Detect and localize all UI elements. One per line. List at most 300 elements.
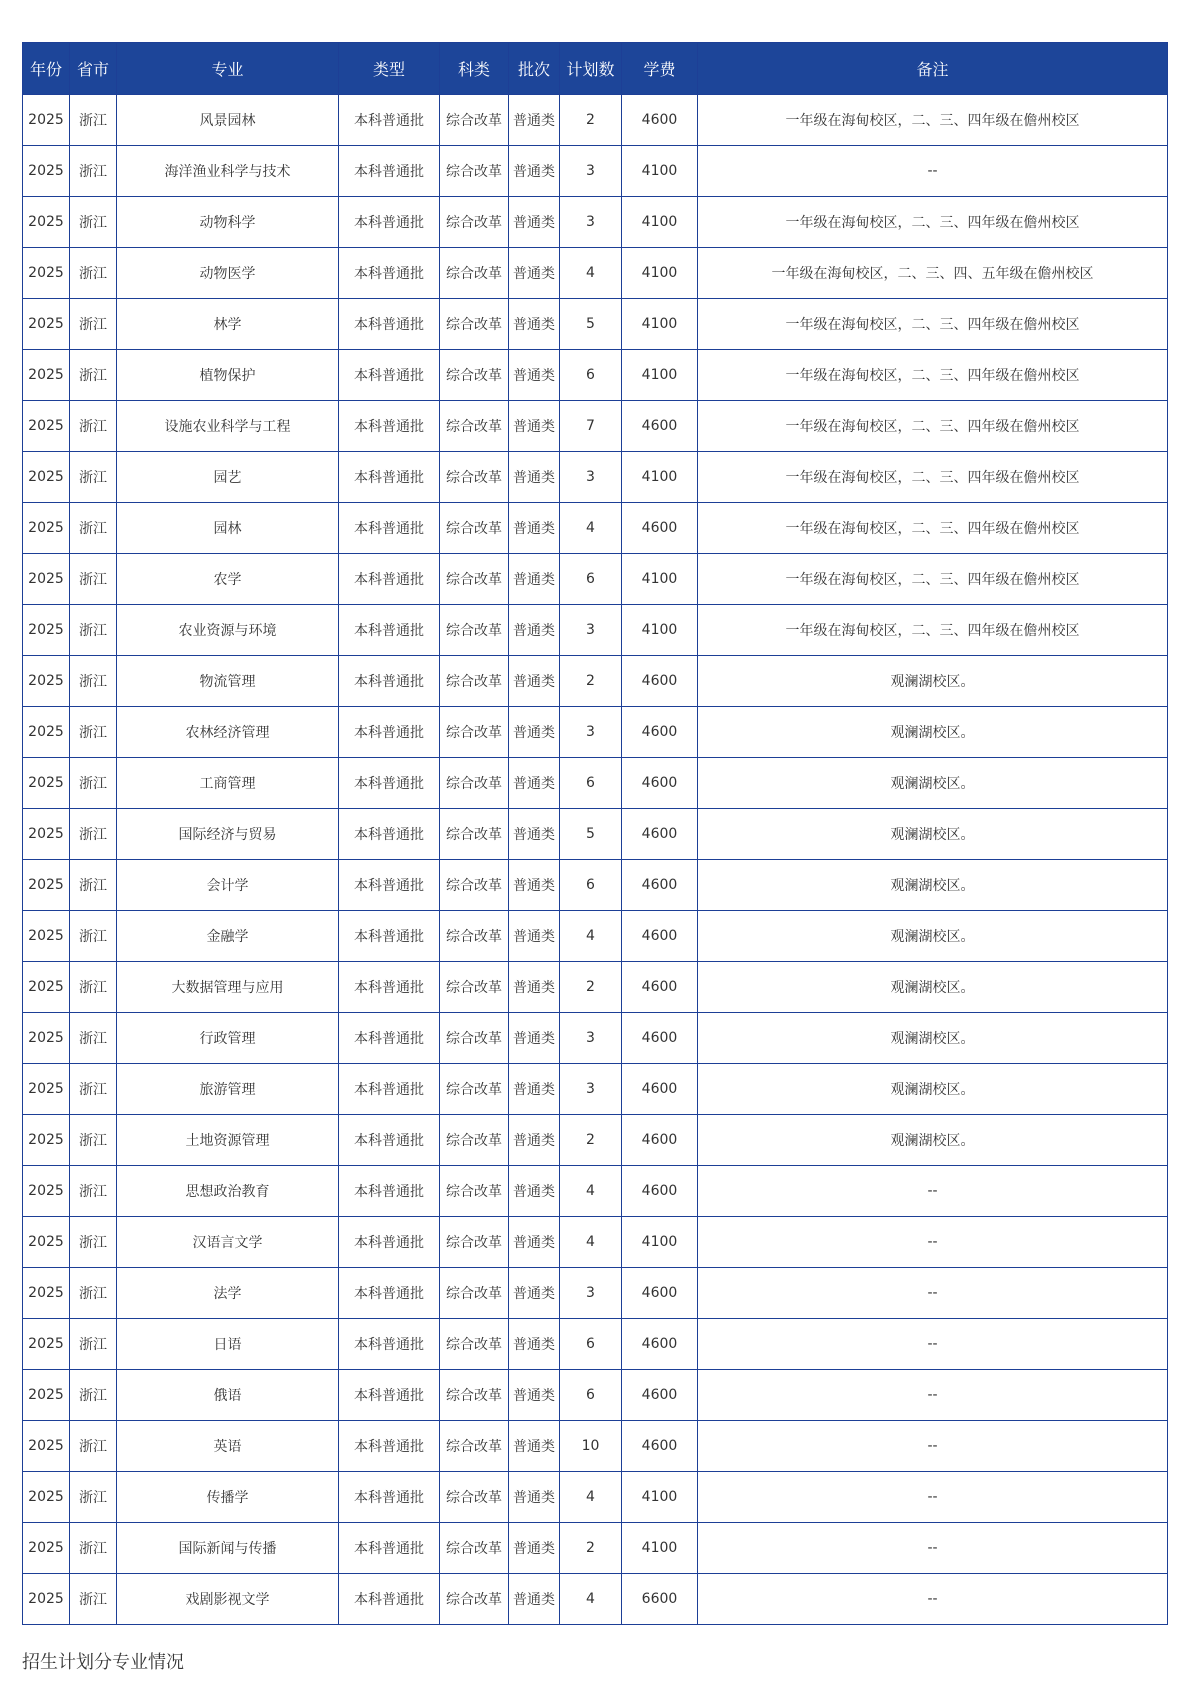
cell-year: 2025 bbox=[23, 1421, 70, 1472]
cell-type: 本科普通批 bbox=[339, 1472, 440, 1523]
cell-province: 浙江 bbox=[70, 95, 117, 146]
cell-subject-category: 综合改革 bbox=[440, 197, 509, 248]
cell-batch: 普通类 bbox=[509, 401, 560, 452]
cell-major: 国际经济与贸易 bbox=[117, 809, 339, 860]
cell-remarks: 观澜湖校区。 bbox=[698, 656, 1168, 707]
cell-remarks: 观澜湖校区。 bbox=[698, 860, 1168, 911]
cell-year: 2025 bbox=[23, 1574, 70, 1625]
cell-batch: 普通类 bbox=[509, 248, 560, 299]
cell-batch: 普通类 bbox=[509, 350, 560, 401]
cell-remarks: -- bbox=[698, 1421, 1168, 1472]
cell-tuition: 4600 bbox=[622, 1166, 698, 1217]
cell-province: 浙江 bbox=[70, 1574, 117, 1625]
cell-tuition: 4600 bbox=[622, 656, 698, 707]
cell-batch: 普通类 bbox=[509, 1217, 560, 1268]
table-caption: 招生计划分专业情况 bbox=[22, 1652, 184, 1673]
cell-major: 风景园林 bbox=[117, 95, 339, 146]
table-row bbox=[23, 1472, 1168, 1523]
cell-plan-count: 4 bbox=[560, 1472, 622, 1523]
cell-type: 本科普通批 bbox=[339, 95, 440, 146]
cell-plan-count: 3 bbox=[560, 1268, 622, 1319]
cell-batch: 普通类 bbox=[509, 605, 560, 656]
cell-major: 法学 bbox=[117, 1268, 339, 1319]
cell-tuition: 4600 bbox=[622, 860, 698, 911]
cell-type: 本科普通批 bbox=[339, 1064, 440, 1115]
table-row bbox=[23, 1523, 1168, 1574]
cell-remarks: 一年级在海甸校区，二、三、四年级在儋州校区 bbox=[698, 350, 1168, 401]
cell-type: 本科普通批 bbox=[339, 605, 440, 656]
cell-batch: 普通类 bbox=[509, 1472, 560, 1523]
cell-batch: 普通类 bbox=[509, 452, 560, 503]
cell-tuition: 4600 bbox=[622, 809, 698, 860]
cell-major: 传播学 bbox=[117, 1472, 339, 1523]
cell-province: 浙江 bbox=[70, 197, 117, 248]
cell-batch: 普通类 bbox=[509, 1370, 560, 1421]
cell-tuition: 4100 bbox=[622, 197, 698, 248]
cell-plan-count: 4 bbox=[560, 1217, 622, 1268]
cell-subject-category: 综合改革 bbox=[440, 1115, 509, 1166]
cell-plan-count: 5 bbox=[560, 809, 622, 860]
cell-tuition: 4100 bbox=[622, 1523, 698, 1574]
cell-remarks: 一年级在海甸校区，二、三、四年级在儋州校区 bbox=[698, 554, 1168, 605]
cell-plan-count: 6 bbox=[560, 350, 622, 401]
cell-tuition: 4100 bbox=[622, 452, 698, 503]
table-row bbox=[23, 605, 1168, 656]
header-plan-count: 计划数 bbox=[560, 43, 622, 95]
cell-year: 2025 bbox=[23, 452, 70, 503]
table-row bbox=[23, 1115, 1168, 1166]
cell-batch: 普通类 bbox=[509, 758, 560, 809]
cell-subject-category: 综合改革 bbox=[440, 1472, 509, 1523]
cell-remarks: 观澜湖校区。 bbox=[698, 707, 1168, 758]
cell-type: 本科普通批 bbox=[339, 809, 440, 860]
table-row bbox=[23, 758, 1168, 809]
cell-tuition: 4100 bbox=[622, 248, 698, 299]
cell-tuition: 6600 bbox=[622, 1574, 698, 1625]
header-province: 省市 bbox=[70, 43, 117, 95]
cell-tuition: 4100 bbox=[622, 1217, 698, 1268]
cell-province: 浙江 bbox=[70, 860, 117, 911]
cell-province: 浙江 bbox=[70, 554, 117, 605]
cell-remarks: 观澜湖校区。 bbox=[698, 1013, 1168, 1064]
cell-year: 2025 bbox=[23, 1217, 70, 1268]
cell-subject-category: 综合改革 bbox=[440, 503, 509, 554]
cell-remarks: 观澜湖校区。 bbox=[698, 911, 1168, 962]
cell-batch: 普通类 bbox=[509, 1523, 560, 1574]
cell-batch: 普通类 bbox=[509, 1319, 560, 1370]
cell-subject-category: 综合改革 bbox=[440, 554, 509, 605]
cell-type: 本科普通批 bbox=[339, 299, 440, 350]
cell-type: 本科普通批 bbox=[339, 401, 440, 452]
cell-tuition: 4600 bbox=[622, 1064, 698, 1115]
cell-type: 本科普通批 bbox=[339, 1268, 440, 1319]
cell-subject-category: 综合改革 bbox=[440, 452, 509, 503]
cell-plan-count: 2 bbox=[560, 656, 622, 707]
table-row bbox=[23, 299, 1168, 350]
table-row bbox=[23, 350, 1168, 401]
cell-year: 2025 bbox=[23, 809, 70, 860]
cell-year: 2025 bbox=[23, 1370, 70, 1421]
cell-major: 设施农业科学与工程 bbox=[117, 401, 339, 452]
cell-plan-count: 2 bbox=[560, 95, 622, 146]
cell-plan-count: 4 bbox=[560, 1166, 622, 1217]
table-row bbox=[23, 1370, 1168, 1421]
cell-year: 2025 bbox=[23, 911, 70, 962]
cell-province: 浙江 bbox=[70, 911, 117, 962]
cell-remarks: 观澜湖校区。 bbox=[698, 962, 1168, 1013]
cell-remarks: 观澜湖校区。 bbox=[698, 1115, 1168, 1166]
cell-batch: 普通类 bbox=[509, 146, 560, 197]
cell-type: 本科普通批 bbox=[339, 707, 440, 758]
cell-plan-count: 6 bbox=[560, 1319, 622, 1370]
table-row bbox=[23, 248, 1168, 299]
cell-remarks: 观澜湖校区。 bbox=[698, 1064, 1168, 1115]
cell-subject-category: 综合改革 bbox=[440, 911, 509, 962]
table-row bbox=[23, 1013, 1168, 1064]
cell-year: 2025 bbox=[23, 146, 70, 197]
cell-batch: 普通类 bbox=[509, 1013, 560, 1064]
cell-major: 土地资源管理 bbox=[117, 1115, 339, 1166]
cell-remarks: -- bbox=[698, 1268, 1168, 1319]
table-row bbox=[23, 1166, 1168, 1217]
cell-province: 浙江 bbox=[70, 299, 117, 350]
cell-subject-category: 综合改革 bbox=[440, 146, 509, 197]
cell-major: 会计学 bbox=[117, 860, 339, 911]
cell-province: 浙江 bbox=[70, 1013, 117, 1064]
cell-major: 农业资源与环境 bbox=[117, 605, 339, 656]
cell-remarks: 一年级在海甸校区，二、三、四年级在儋州校区 bbox=[698, 503, 1168, 554]
cell-batch: 普通类 bbox=[509, 1268, 560, 1319]
cell-plan-count: 3 bbox=[560, 1013, 622, 1064]
cell-remarks: 一年级在海甸校区，二、三、四、五年级在儋州校区 bbox=[698, 248, 1168, 299]
cell-tuition: 4600 bbox=[622, 95, 698, 146]
table-row bbox=[23, 707, 1168, 758]
cell-year: 2025 bbox=[23, 1064, 70, 1115]
cell-major: 工商管理 bbox=[117, 758, 339, 809]
cell-remarks: -- bbox=[698, 1574, 1168, 1625]
cell-province: 浙江 bbox=[70, 758, 117, 809]
cell-remarks: 一年级在海甸校区，二、三、四年级在儋州校区 bbox=[698, 452, 1168, 503]
table-row bbox=[23, 1574, 1168, 1625]
header-row bbox=[23, 43, 1168, 95]
plan-table-wrapper bbox=[22, 42, 1167, 1625]
cell-plan-count: 3 bbox=[560, 605, 622, 656]
cell-remarks: -- bbox=[698, 1166, 1168, 1217]
cell-remarks: -- bbox=[698, 1472, 1168, 1523]
cell-batch: 普通类 bbox=[509, 911, 560, 962]
cell-tuition: 4600 bbox=[622, 911, 698, 962]
table-row bbox=[23, 554, 1168, 605]
cell-year: 2025 bbox=[23, 554, 70, 605]
cell-year: 2025 bbox=[23, 758, 70, 809]
cell-major: 金融学 bbox=[117, 911, 339, 962]
cell-plan-count: 10 bbox=[560, 1421, 622, 1472]
cell-major: 日语 bbox=[117, 1319, 339, 1370]
cell-batch: 普通类 bbox=[509, 1166, 560, 1217]
cell-year: 2025 bbox=[23, 503, 70, 554]
cell-tuition: 4100 bbox=[622, 146, 698, 197]
cell-year: 2025 bbox=[23, 197, 70, 248]
cell-subject-category: 综合改革 bbox=[440, 962, 509, 1013]
cell-plan-count: 3 bbox=[560, 197, 622, 248]
cell-plan-count: 4 bbox=[560, 911, 622, 962]
cell-batch: 普通类 bbox=[509, 809, 560, 860]
cell-plan-count: 6 bbox=[560, 860, 622, 911]
cell-major: 行政管理 bbox=[117, 1013, 339, 1064]
cell-year: 2025 bbox=[23, 707, 70, 758]
cell-type: 本科普通批 bbox=[339, 554, 440, 605]
cell-batch: 普通类 bbox=[509, 95, 560, 146]
cell-plan-count: 7 bbox=[560, 401, 622, 452]
cell-batch: 普通类 bbox=[509, 299, 560, 350]
cell-subject-category: 综合改革 bbox=[440, 809, 509, 860]
cell-type: 本科普通批 bbox=[339, 1319, 440, 1370]
cell-tuition: 4600 bbox=[622, 1319, 698, 1370]
cell-batch: 普通类 bbox=[509, 197, 560, 248]
table-row bbox=[23, 1421, 1168, 1472]
cell-province: 浙江 bbox=[70, 248, 117, 299]
cell-province: 浙江 bbox=[70, 1268, 117, 1319]
cell-major: 俄语 bbox=[117, 1370, 339, 1421]
cell-type: 本科普通批 bbox=[339, 503, 440, 554]
cell-major: 国际新闻与传播 bbox=[117, 1523, 339, 1574]
cell-subject-category: 综合改革 bbox=[440, 1523, 509, 1574]
admission-plan-table bbox=[22, 42, 1168, 1625]
cell-major: 动物科学 bbox=[117, 197, 339, 248]
cell-remarks: -- bbox=[698, 1523, 1168, 1574]
cell-year: 2025 bbox=[23, 1115, 70, 1166]
cell-year: 2025 bbox=[23, 1166, 70, 1217]
cell-type: 本科普通批 bbox=[339, 1013, 440, 1064]
cell-province: 浙江 bbox=[70, 452, 117, 503]
cell-remarks: -- bbox=[698, 146, 1168, 197]
cell-province: 浙江 bbox=[70, 1472, 117, 1523]
cell-year: 2025 bbox=[23, 1013, 70, 1064]
cell-plan-count: 5 bbox=[560, 299, 622, 350]
cell-major: 大数据管理与应用 bbox=[117, 962, 339, 1013]
table-row bbox=[23, 911, 1168, 962]
cell-remarks: 一年级在海甸校区，二、三、四年级在儋州校区 bbox=[698, 401, 1168, 452]
cell-province: 浙江 bbox=[70, 146, 117, 197]
cell-province: 浙江 bbox=[70, 1319, 117, 1370]
cell-province: 浙江 bbox=[70, 1421, 117, 1472]
cell-year: 2025 bbox=[23, 299, 70, 350]
cell-type: 本科普通批 bbox=[339, 1574, 440, 1625]
cell-subject-category: 综合改革 bbox=[440, 350, 509, 401]
cell-remarks: -- bbox=[698, 1370, 1168, 1421]
cell-year: 2025 bbox=[23, 656, 70, 707]
cell-type: 本科普通批 bbox=[339, 656, 440, 707]
cell-type: 本科普通批 bbox=[339, 248, 440, 299]
cell-year: 2025 bbox=[23, 860, 70, 911]
cell-tuition: 4600 bbox=[622, 1421, 698, 1472]
cell-province: 浙江 bbox=[70, 1370, 117, 1421]
cell-type: 本科普通批 bbox=[339, 962, 440, 1013]
cell-major: 物流管理 bbox=[117, 656, 339, 707]
table-row bbox=[23, 146, 1168, 197]
cell-subject-category: 综合改革 bbox=[440, 1574, 509, 1625]
cell-batch: 普通类 bbox=[509, 1115, 560, 1166]
cell-tuition: 4600 bbox=[622, 1115, 698, 1166]
table-row bbox=[23, 197, 1168, 248]
cell-tuition: 4600 bbox=[622, 962, 698, 1013]
table-row bbox=[23, 1268, 1168, 1319]
cell-year: 2025 bbox=[23, 1472, 70, 1523]
cell-type: 本科普通批 bbox=[339, 146, 440, 197]
cell-tuition: 4600 bbox=[622, 1013, 698, 1064]
cell-plan-count: 3 bbox=[560, 452, 622, 503]
cell-tuition: 4100 bbox=[622, 605, 698, 656]
cell-major: 园艺 bbox=[117, 452, 339, 503]
cell-batch: 普通类 bbox=[509, 503, 560, 554]
table-row bbox=[23, 401, 1168, 452]
cell-tuition: 4100 bbox=[622, 1472, 698, 1523]
table-row bbox=[23, 962, 1168, 1013]
cell-plan-count: 3 bbox=[560, 146, 622, 197]
table-row bbox=[23, 452, 1168, 503]
cell-plan-count: 2 bbox=[560, 1115, 622, 1166]
header-major: 专业 bbox=[117, 43, 339, 95]
table-row bbox=[23, 656, 1168, 707]
cell-province: 浙江 bbox=[70, 1166, 117, 1217]
table-header bbox=[23, 43, 1168, 95]
cell-type: 本科普通批 bbox=[339, 1166, 440, 1217]
cell-subject-category: 综合改革 bbox=[440, 95, 509, 146]
header-year: 年份 bbox=[23, 43, 70, 95]
table-row bbox=[23, 503, 1168, 554]
cell-batch: 普通类 bbox=[509, 707, 560, 758]
cell-tuition: 4600 bbox=[622, 1268, 698, 1319]
cell-subject-category: 综合改革 bbox=[440, 656, 509, 707]
cell-year: 2025 bbox=[23, 248, 70, 299]
cell-plan-count: 2 bbox=[560, 1523, 622, 1574]
cell-province: 浙江 bbox=[70, 962, 117, 1013]
cell-province: 浙江 bbox=[70, 656, 117, 707]
cell-remarks: 一年级在海甸校区，二、三、四年级在儋州校区 bbox=[698, 299, 1168, 350]
cell-remarks: 观澜湖校区。 bbox=[698, 758, 1168, 809]
table-row bbox=[23, 95, 1168, 146]
table-body bbox=[23, 95, 1168, 1625]
cell-tuition: 4600 bbox=[622, 1370, 698, 1421]
cell-type: 本科普通批 bbox=[339, 452, 440, 503]
cell-subject-category: 综合改革 bbox=[440, 758, 509, 809]
cell-province: 浙江 bbox=[70, 1217, 117, 1268]
header-tuition: 学费 bbox=[622, 43, 698, 95]
cell-type: 本科普通批 bbox=[339, 758, 440, 809]
cell-tuition: 4100 bbox=[622, 350, 698, 401]
cell-type: 本科普通批 bbox=[339, 1523, 440, 1574]
cell-batch: 普通类 bbox=[509, 656, 560, 707]
cell-plan-count: 3 bbox=[560, 1064, 622, 1115]
cell-plan-count: 4 bbox=[560, 248, 622, 299]
cell-major: 植物保护 bbox=[117, 350, 339, 401]
cell-subject-category: 综合改革 bbox=[440, 1421, 509, 1472]
cell-province: 浙江 bbox=[70, 707, 117, 758]
cell-year: 2025 bbox=[23, 350, 70, 401]
cell-year: 2025 bbox=[23, 962, 70, 1013]
cell-plan-count: 4 bbox=[560, 1574, 622, 1625]
cell-province: 浙江 bbox=[70, 809, 117, 860]
cell-batch: 普通类 bbox=[509, 860, 560, 911]
cell-type: 本科普通批 bbox=[339, 350, 440, 401]
cell-year: 2025 bbox=[23, 1319, 70, 1370]
cell-batch: 普通类 bbox=[509, 554, 560, 605]
cell-major: 海洋渔业科学与技术 bbox=[117, 146, 339, 197]
cell-remarks: 一年级在海甸校区，二、三、四年级在儋州校区 bbox=[698, 197, 1168, 248]
cell-tuition: 4100 bbox=[622, 554, 698, 605]
cell-tuition: 4600 bbox=[622, 758, 698, 809]
cell-major: 林学 bbox=[117, 299, 339, 350]
header-remarks: 备注 bbox=[698, 43, 1168, 95]
cell-major: 旅游管理 bbox=[117, 1064, 339, 1115]
cell-remarks: 观澜湖校区。 bbox=[698, 809, 1168, 860]
table-row bbox=[23, 1064, 1168, 1115]
cell-year: 2025 bbox=[23, 1523, 70, 1574]
cell-major: 思想政治教育 bbox=[117, 1166, 339, 1217]
cell-tuition: 4600 bbox=[622, 401, 698, 452]
cell-tuition: 4100 bbox=[622, 299, 698, 350]
cell-major: 农林经济管理 bbox=[117, 707, 339, 758]
cell-subject-category: 综合改革 bbox=[440, 1013, 509, 1064]
cell-year: 2025 bbox=[23, 605, 70, 656]
table-row bbox=[23, 860, 1168, 911]
cell-plan-count: 2 bbox=[560, 962, 622, 1013]
cell-subject-category: 综合改革 bbox=[440, 1370, 509, 1421]
cell-major: 戏剧影视文学 bbox=[117, 1574, 339, 1625]
cell-remarks: 一年级在海甸校区，二、三、四年级在儋州校区 bbox=[698, 95, 1168, 146]
header-subject-category: 科类 bbox=[440, 43, 509, 95]
cell-major: 园林 bbox=[117, 503, 339, 554]
cell-type: 本科普通批 bbox=[339, 1421, 440, 1472]
cell-subject-category: 综合改革 bbox=[440, 1319, 509, 1370]
cell-major: 英语 bbox=[117, 1421, 339, 1472]
cell-province: 浙江 bbox=[70, 503, 117, 554]
cell-major: 农学 bbox=[117, 554, 339, 605]
cell-subject-category: 综合改革 bbox=[440, 401, 509, 452]
cell-batch: 普通类 bbox=[509, 1064, 560, 1115]
cell-subject-category: 综合改革 bbox=[440, 299, 509, 350]
cell-plan-count: 6 bbox=[560, 758, 622, 809]
cell-type: 本科普通批 bbox=[339, 197, 440, 248]
cell-year: 2025 bbox=[23, 401, 70, 452]
header-batch: 批次 bbox=[509, 43, 560, 95]
cell-major: 动物医学 bbox=[117, 248, 339, 299]
cell-plan-count: 6 bbox=[560, 554, 622, 605]
cell-batch: 普通类 bbox=[509, 1421, 560, 1472]
cell-plan-count: 3 bbox=[560, 707, 622, 758]
table-row bbox=[23, 1319, 1168, 1370]
cell-province: 浙江 bbox=[70, 1523, 117, 1574]
cell-type: 本科普通批 bbox=[339, 1115, 440, 1166]
cell-year: 2025 bbox=[23, 95, 70, 146]
cell-province: 浙江 bbox=[70, 1064, 117, 1115]
cell-major: 汉语言文学 bbox=[117, 1217, 339, 1268]
table-row bbox=[23, 809, 1168, 860]
cell-type: 本科普通批 bbox=[339, 1370, 440, 1421]
cell-subject-category: 综合改革 bbox=[440, 1166, 509, 1217]
cell-subject-category: 综合改革 bbox=[440, 1268, 509, 1319]
cell-subject-category: 综合改革 bbox=[440, 707, 509, 758]
cell-remarks: -- bbox=[698, 1319, 1168, 1370]
cell-subject-category: 综合改革 bbox=[440, 1217, 509, 1268]
cell-subject-category: 综合改革 bbox=[440, 248, 509, 299]
cell-plan-count: 4 bbox=[560, 503, 622, 554]
table-row bbox=[23, 1217, 1168, 1268]
cell-remarks: 一年级在海甸校区，二、三、四年级在儋州校区 bbox=[698, 605, 1168, 656]
cell-batch: 普通类 bbox=[509, 962, 560, 1013]
cell-province: 浙江 bbox=[70, 605, 117, 656]
cell-batch: 普通类 bbox=[509, 1574, 560, 1625]
